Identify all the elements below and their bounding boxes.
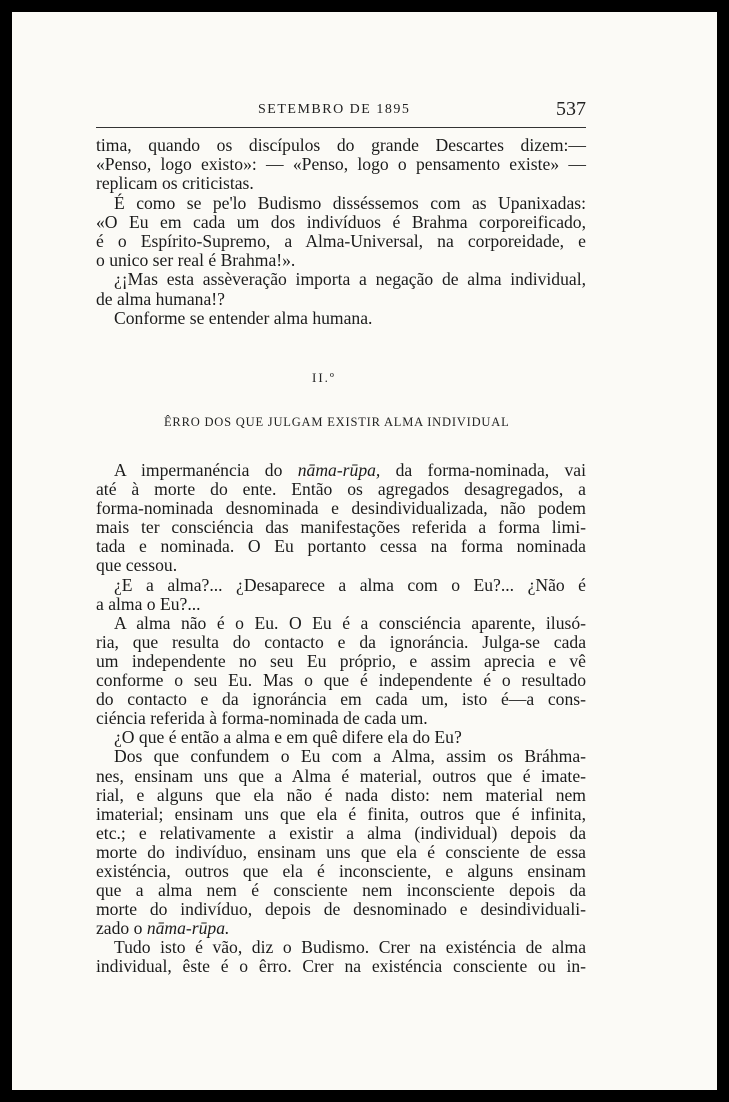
text-line: «O Eu em cada um dos indivíduos é Brahma corporeificado, [96, 211, 586, 232]
text-line: é o Espírito-Supremo, a Alma-Universal, na corporeidade, e [96, 231, 586, 252]
text-line: Conforme se entender alma humana. [114, 307, 373, 328]
text-line: Tudo isto é vão, diz o Budismo. Crer na existéncia de alma [114, 937, 586, 958]
text-line: individual, êste é o êrro. Crer na existéncia consciente ou in- [96, 956, 586, 977]
text-line: É como se pe'lo Budismo disséssemos com as Upanixadas: [114, 192, 586, 213]
book-page [12, 12, 717, 1090]
running-title: SETEMBRO DE 1895 [258, 102, 411, 117]
text-line: A alma não é o Eu. O Eu é a consciéncia aparente, ilusó- [114, 612, 586, 633]
text-line: forma-nominada desnominada e desindividualizada, não podem [96, 498, 586, 519]
text-line: tada e nominada. O Eu portanto cessa na forma nominada [96, 536, 586, 557]
text-line: a alma o Eu?... [96, 593, 201, 614]
text-line: ria, que resulta do contacto e da ignoráncia. Julga-se cada [96, 631, 586, 652]
text-line: Dos que confundem o Eu com a Alma, assim os Bráhma- [114, 746, 586, 767]
text-line: rial, e alguns que ela não é nada disto: nem material nem [96, 784, 586, 805]
text-line: que a alma nem é consciente nem inconsciente depois da [96, 880, 586, 901]
text-line: conforme o seu Eu. Mas o que é independente é o resultado [96, 670, 586, 691]
text-line: «Penso, logo existo»: — «Penso, logo o pensamento existe» — [96, 154, 586, 175]
text-line: que cessou. [96, 555, 178, 576]
text-block-2 [96, 461, 586, 977]
text-line: até à morte do ente. Então os agregados desagregados, a [96, 479, 586, 500]
text-block-1 [96, 136, 586, 328]
page-number: 537 [556, 98, 586, 120]
text-line: do contacto e da ignoráncia em cada um, isto é—a cons- [96, 689, 586, 710]
text-line: ¿E a alma?... ¿Desaparece a alma com o Eu?... ¿Não é [114, 574, 586, 595]
text-line: ¿¡Mas esta assèveração importa a negação de alma individual, [114, 269, 586, 290]
text-fragment: zado o [96, 918, 147, 939]
text-line [96, 461, 586, 480]
text-line: um independente no seu Eu próprio, e assim aprecia e vê [96, 650, 586, 671]
section-heading: ÊRRO DOS QUE JULGAM EXISTIR ALMA INDIVIDUAL [164, 415, 510, 429]
text-line: de alma humana!? [96, 288, 225, 309]
italic-term: nāma-rūpa, [297, 460, 381, 480]
running-header [96, 92, 586, 126]
text-line: existéncia, outros que ela é inconsciente, e alguns ensinam [96, 860, 586, 881]
section-numeral: II.º [312, 370, 336, 385]
text-fragment: A impermanéncia do [114, 460, 298, 480]
text-line: tima, quando os discípulos do grande Descartes dizem:— [96, 135, 586, 155]
text-line: o unico ser real é Brahma!». [96, 250, 296, 271]
text-line: ciéncia referida à forma-nominada de cada um. [96, 708, 428, 729]
text-line: etc.; e relativamente a existir a alma (individual) depois da [96, 822, 586, 843]
text-line: ¿O que é então a alma e em quê difere ela do Eu? [114, 727, 462, 748]
italic-term: nāma-rūpa. [146, 918, 230, 939]
text-line: imaterial; ensinam uns que ela é finita, outros que é infinita, [96, 803, 586, 824]
text-line: mais ter consciéncia das manifestações referida a forma limi- [96, 517, 586, 538]
text-line [96, 919, 586, 938]
text-line: morte do indivíduo, ensinam uns que ela é consciente de essa [96, 841, 586, 862]
text-line: nes, ensinam uns que a Alma é material, outros que é imate- [96, 765, 586, 786]
text-line: morte do indivíduo, depois de desnominado e desindividuali- [96, 899, 586, 920]
text-line: replicam os criticistas. [96, 173, 254, 194]
text-fragment: da forma-nominada, vai [380, 460, 586, 480]
header-rule [96, 127, 586, 128]
